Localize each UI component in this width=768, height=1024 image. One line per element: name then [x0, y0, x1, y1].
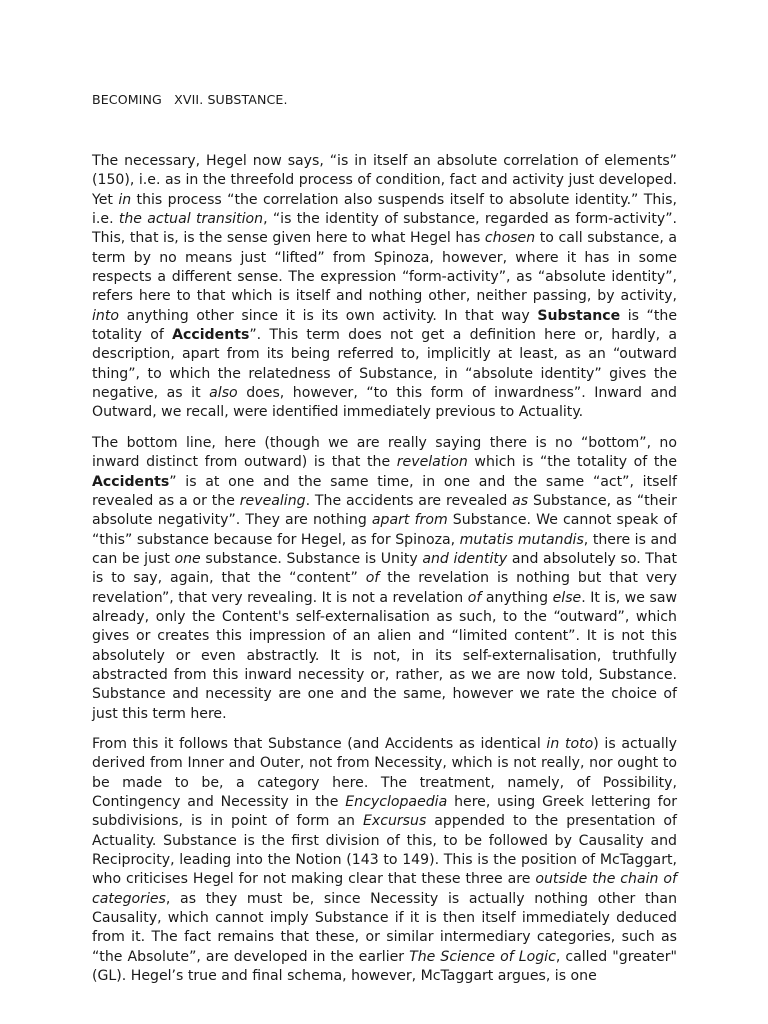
text-run: , as they must be, since Necessity is actually nothing other than Causality, which cannot imply Substance if it is then itself immediately deduced from it. The fact remains that these, or similar intermediary categories, such as “the Absolute”, are developed in the earlier — [92, 890, 677, 965]
text-run: ) is actually derived from Inner and Outer, not from Necessity, which is not really, nor ought to be made to be, a category here. The treatment, namely, of Possibility, Contingency and Necessity in the — [92, 735, 677, 810]
italic-text: also — [209, 385, 238, 402]
paragraph — [92, 735, 677, 986]
italic-text: The Science of Logic — [409, 948, 556, 965]
text-run: anything other since it is its own activity. In that way — [119, 307, 538, 324]
text-run: ”. This term does not get a definition here or, hardly, a description, apart from its being referred to, implicitly at least, as an “outward thing”, to which the relatedness of Substance, in “absolute identity” gives the negative, as it — [92, 327, 677, 402]
text-run: From this it follows that Substance (and Accidents as identical — [92, 735, 547, 752]
italic-text: Encyclopaedia — [345, 794, 448, 810]
italic-text: Excursus — [362, 813, 427, 830]
bold-term: Substance — [537, 307, 621, 324]
text-run: The necessary, Hegel now says, “is in itself an absolute correlation of elements” (150), i.e. as in the threefold process of condition, fact and activity just developed. Yet — [92, 153, 677, 208]
italic-text: of — [467, 589, 482, 606]
italic-text: revealing — [239, 492, 306, 509]
italic-text: in — [118, 191, 132, 208]
text-run: is “the totality of — [92, 307, 677, 344]
text-run: does, however, “to this form of inwardness”. Inward and Outward, we recall, were identified immediately previous to Actuality. — [92, 385, 677, 421]
italic-text: in toto — [546, 735, 594, 752]
text-run: ” is at one and the same time, in one and the same “act”, itself revealed as a or the — [92, 473, 677, 509]
italic-text: and identity — [422, 550, 508, 567]
italic-text: chosen — [484, 230, 536, 247]
text-run: anything — [481, 589, 553, 606]
text-run: the revelation is nothing but that very revelation”, that very revealing. It is not a revelation — [92, 570, 677, 606]
italic-text: of — [365, 570, 380, 587]
text-run: The bottom line, here (though we are really saying there is no “bottom”, no inward distinct from outward) is that the — [92, 434, 677, 471]
italic-text: one — [174, 550, 201, 567]
italic-text: revelation — [396, 454, 468, 471]
text-run: this process “the correlation also suspends itself to absolute identity.” This, i.e. — [92, 191, 677, 228]
italic-text: outside the chain of categories — [92, 871, 677, 907]
italic-text: apart from — [371, 512, 448, 529]
text-run: which is “the totality of the — [467, 454, 677, 471]
text-run: Substance. We cannot speak of “this” substance because for Hegel, as for Spinoza, — [92, 512, 677, 548]
paragraph — [92, 434, 677, 724]
bold-term: Accidents — [172, 327, 250, 344]
text-run: . It is, we saw already, only the Content's self-externalisation as such, to the “outward”, which gives or creates this impression of an alien and “limited content”. It is not this absolutely or even abstractly. It is not, in its self-externalisation, truthfully abstracted from this inward necessity or, rather, as we are now told, Substance. Substance and necessity are one and the same, however we rate the choice of just this term here. — [92, 589, 677, 722]
italic-text: into — [92, 307, 119, 324]
paragraph — [92, 152, 677, 423]
text-run: to call substance, a term by no means just “lifted” from Spinoza, however, where it has in some respects a different sense. The expression “form-activity”, as “absolute identity”, refers here to that which is itself and nothing other, neither passing, by activity, — [92, 230, 678, 305]
document-body — [92, 152, 677, 997]
text-run: . The accidents are revealed — [305, 492, 513, 509]
chapter-heading: BECOMING XVII. SUBSTANCE. — [92, 92, 288, 107]
text-run: , “is the identity of substance, regarded as form-activity”. This, that is, is the sense given here to what Hegel has — [92, 211, 677, 247]
italic-text: as — [512, 492, 529, 509]
bold-term: Accidents — [92, 473, 170, 490]
italic-text: else — [552, 589, 582, 606]
text-run: appended to the presentation of Actuality. Substance is the first division of this, to be followed by Causality and Reciprocity, leading into the Notion (143 to 149). This is the position of McTaggart, who criticises Hegel for not making clear that these three are — [92, 813, 677, 888]
text-run: , there is and can be just — [92, 531, 677, 567]
italic-text: the actual transition — [118, 211, 264, 228]
text-run: , called "greater" (GL). Hegel’s true and final schema, however, McTaggart argues, is one — [92, 948, 677, 985]
text-run: Substance, as “their absolute negativity”. They are nothing — [92, 492, 677, 529]
text-run: and absolutely so. That is to say, again, that the “content” — [92, 550, 677, 587]
text-run: here, using Greek lettering for subdivisions, is in point of form an — [92, 794, 677, 830]
italic-text: mutatis mutandis — [459, 531, 584, 548]
text-run: substance. Substance is Unity — [200, 550, 423, 567]
